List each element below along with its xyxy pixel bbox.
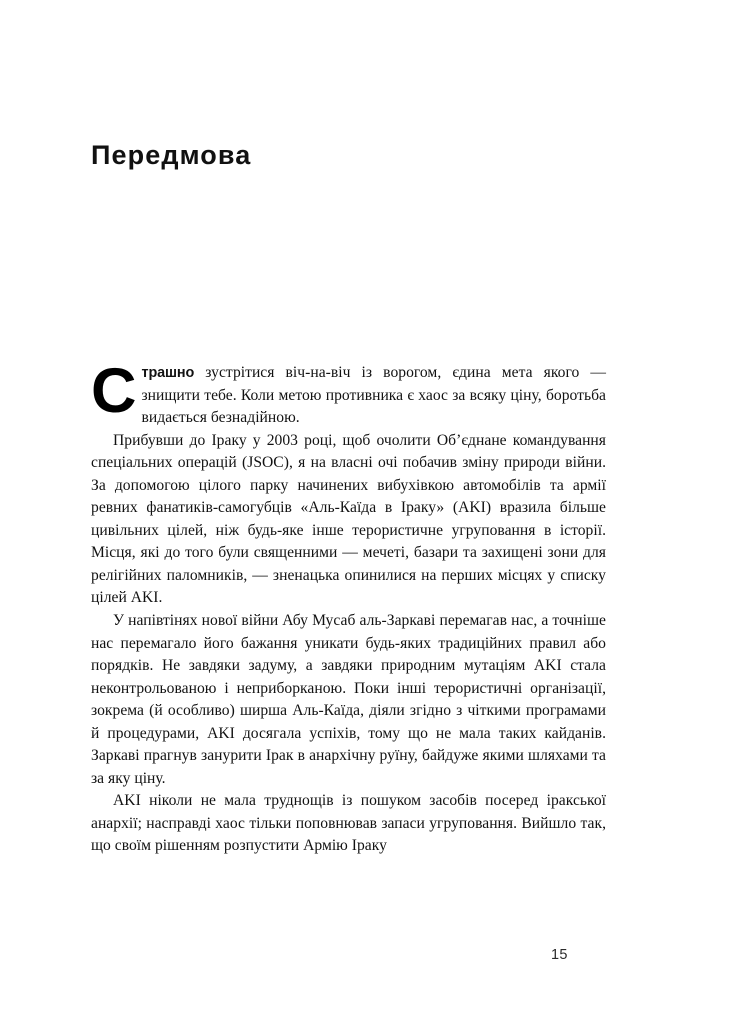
- paragraph-opening: [91, 356, 606, 430]
- paragraph: Прибувши до Іраку у 2003 році, щоб очолити Об’єднане командування спеціальних операцій (JSOC), я на власні очі побачив зміну природи війни. За допомогою цілого парку начинених вибухівкою автомобілів та армії ревних фанатиків-самогубців «Аль-Каїда в Іраку» (AKI) вразила більше цивільних цілей, ніж будь-яке інше терористичне угруповання в історії. Місця, які до того були священними — мечеті, базари та захищені зони для релігійних паломників, — зненацька опинилися на перших місцях у списку цілей AKI.: [91, 431, 606, 607]
- paragraph: У напівтінях нової війни Абу Мусаб аль-Заркаві перемагав нас, а точніше нас перемагало його бажання уникати будь-яких традиційних правил або порядків. Не завдяки задуму, а завдяки природним мутаціям AKI стала неконтрольованою і неприборканою. Поки інші терористичні організації, зокрема (й особливо) ширша Аль-Каїда, діяли згідно з чіткими програмами й процедурами, AKI досягала успіхів, тому що не мала таких кайданів. Заркаві прагнув занурити Ірак в анархічну руїну, байдуже якими шляхами та за яку ціну.: [91, 612, 606, 787]
- lead-bold-words: трашно: [141, 365, 195, 381]
- body-text-block: [91, 356, 606, 858]
- drop-cap: С: [91, 356, 136, 426]
- paragraph: AKI ніколи не мала труднощів із пошуком засобів посеред іракської анархії; насправді хаос тільки поповнював запаси угруповання. Вийшло так, що своїм рішенням розпустити Армію Іраку: [91, 792, 606, 855]
- paragraph-text: зустрітися віч-на-віч із ворогом, єдина мета якого — знищити тебе. Коли метою противника є хаос за всяку ціну, боротьба видається безнадійною.: [141, 364, 606, 427]
- page-title: Передмова: [91, 140, 252, 171]
- page-number: 15: [551, 947, 568, 963]
